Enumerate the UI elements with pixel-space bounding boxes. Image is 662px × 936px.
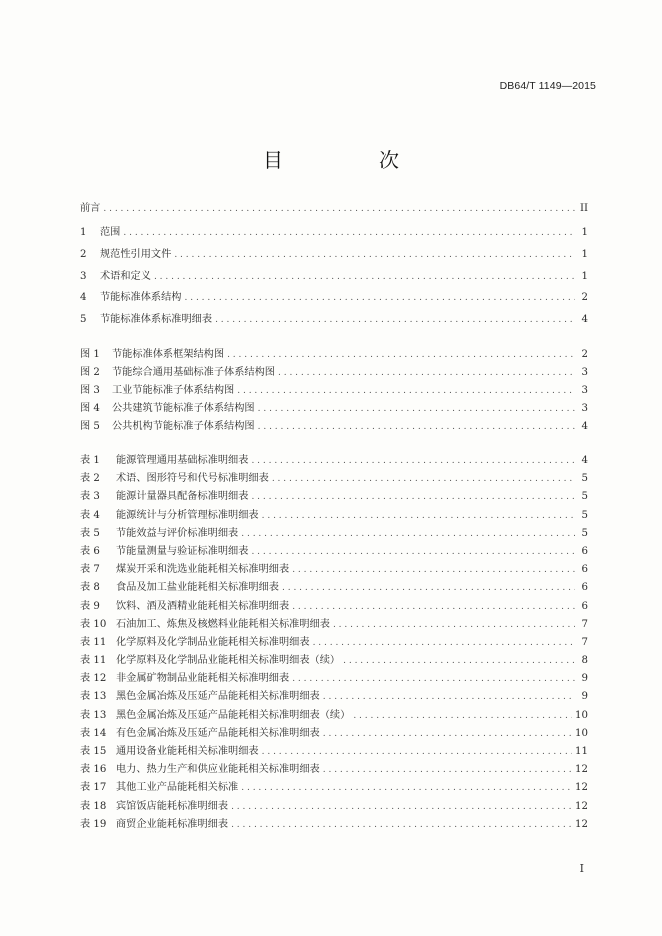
toc-entry-table[interactable] (80, 779, 588, 797)
toc-leader-dots (353, 707, 572, 725)
toc-entry-page: 11 (575, 746, 588, 757)
toc-entry-number: 表 2 (80, 473, 100, 485)
toc-entry-table[interactable] (80, 816, 588, 834)
toc-entry-page: 4 (581, 421, 588, 432)
toc-entry-table[interactable] (80, 598, 588, 616)
toc-entry-page: 1 (581, 248, 588, 260)
toc-entry-page: 5 (581, 491, 588, 503)
toc-entry-page: 4 (581, 314, 588, 326)
page-title: 目 次 (263, 148, 437, 172)
toc-entry-number: 图 2 (80, 367, 100, 378)
toc-tables (80, 452, 588, 834)
toc-entry-page: 12 (575, 782, 588, 794)
toc-entry-label: 煤炭开采和洗选业能耗相关标准明细表 (116, 564, 290, 576)
toc-entry-number: 表 14 (80, 727, 107, 739)
toc-entry-page: 12 (575, 818, 588, 830)
toc-leader-dots (313, 634, 575, 652)
toc-entry-table[interactable] (80, 470, 588, 488)
toc-entry-table[interactable] (80, 634, 588, 652)
toc-clauses (80, 222, 588, 331)
toc-entry-number: 表 19 (80, 818, 107, 830)
toc-entry-label: 公共机构节能标准子体系结构图 (112, 421, 255, 432)
toc-leader-dots (241, 779, 572, 797)
toc-entry-page: 10 (575, 727, 588, 739)
toc-entry-label: 节能综合通用基础标准子体系结构图 (112, 367, 275, 378)
toc-entry-page: 12 (575, 800, 588, 812)
toc-entry-number: 表 10 (80, 618, 107, 630)
toc-entry-label: 术语、图形符号和代号标准明细表 (116, 473, 269, 485)
toc-entry-clause[interactable] (80, 287, 588, 309)
toc-front-matter (80, 200, 588, 218)
toc-entry-figure[interactable] (80, 364, 588, 382)
toc-entry-clause[interactable] (80, 244, 588, 266)
toc-leader-dots (251, 543, 575, 561)
toc-entry-label: 化学原料及化学制品业能耗相关标准明细表 (116, 636, 310, 648)
toc-entry-table[interactable] (80, 707, 588, 725)
toc-entry-number: 图 4 (80, 403, 100, 414)
toc-entry-page: 9 (581, 691, 588, 703)
toc-entry-label: 节能效益与评价标准明细表 (116, 527, 239, 539)
toc-entry-number: 图 1 (80, 349, 100, 360)
toc-entry-label: 食品及加工盐业能耗相关标准明细表 (116, 582, 279, 594)
toc-entry-page: 6 (581, 545, 588, 557)
toc-entry-page: 5 (581, 509, 588, 521)
toc-leader-dots (174, 245, 575, 267)
toc-leader-dots (292, 598, 575, 616)
toc-entry-page: 2 (581, 292, 588, 304)
toc-entry-number: 1 (80, 227, 87, 238)
toc-entry-table[interactable] (80, 525, 588, 543)
toc-entry-label: 规范性引用文件 (100, 248, 172, 260)
toc-leader-dots (241, 525, 575, 543)
toc-entry-page: 6 (581, 564, 588, 576)
toc-entry-label: 公共建筑节能标准子体系结构图 (112, 403, 255, 414)
toc-entry-table[interactable] (80, 652, 588, 670)
toc-leader-dots (154, 267, 575, 289)
toc-entry-number: 表 7 (80, 564, 100, 576)
toc-entry-figure[interactable] (80, 382, 588, 400)
toc-entry-table[interactable] (80, 452, 588, 470)
toc-entry-label: 饮料、酒及酒精业能耗相关标准明细表 (116, 600, 290, 612)
toc-entry-page: 12 (575, 764, 588, 776)
toc-entry-table[interactable] (80, 688, 588, 706)
toc-entry-page: 10 (575, 709, 588, 721)
toc-entry-label: 节能量测量与验证标准明细表 (116, 545, 249, 557)
toc-entry-label: 其他工业产品能耗相关标准 (116, 782, 239, 794)
toc-entry-label: 电力、热力生产和供应业能耗相关标准明细表 (116, 764, 320, 776)
toc-entry-foreword[interactable] (80, 200, 588, 218)
toc-entry-number: 2 (80, 248, 87, 260)
toc-entry-page: 8 (581, 655, 588, 667)
toc-entry-number: 5 (80, 314, 87, 326)
toc-entry-page: 4 (581, 455, 588, 466)
toc-entry-label: 石油加工、炼焦及核燃料业能耗相关标准明细表 (116, 618, 330, 630)
toc-entry-clause[interactable] (80, 222, 588, 244)
toc-entry-number: 图 3 (80, 385, 100, 396)
toc-entry-number: 表 15 (80, 746, 107, 757)
toc-leader-dots (292, 670, 575, 688)
toc-leader-dots (237, 382, 575, 400)
toc-entry-label: 化学原料及化学制品业能耗相关标准明细表（续） (116, 655, 341, 667)
toc-entry-number: 表 13 (80, 691, 107, 703)
toc-entry-table[interactable] (80, 616, 588, 634)
toc-entry-page: 7 (581, 636, 588, 648)
toc-figures (80, 346, 588, 436)
toc-entry-label: 黑色金属冶炼及压延产品能耗相关标准明细表 (116, 691, 320, 703)
toc-entry-label: 宾馆饭店能耗标准明细表 (116, 800, 229, 812)
toc-entry-page: 9 (581, 673, 588, 685)
toc-entry-page: 5 (581, 527, 588, 539)
toc-entry-table[interactable] (80, 725, 588, 743)
toc-leader-dots (103, 200, 575, 218)
toc-entry-label: 通用设备业能耗相关标准明细表 (116, 746, 259, 757)
toc-entry-label: 范围 (100, 227, 121, 238)
toc-entry-page: 3 (581, 403, 588, 414)
toc-entry-label: 能源计量器具配备标准明细表 (116, 491, 249, 503)
toc-entry-number: 表 17 (80, 782, 107, 794)
toc-entry-figure[interactable] (80, 418, 588, 436)
toc-entry-number: 表 18 (80, 800, 107, 812)
toc-entry-number: 表 3 (80, 491, 100, 503)
toc-entry-number: 表 9 (80, 600, 100, 612)
toc-leader-dots (123, 223, 575, 245)
toc-entry-table[interactable] (80, 761, 588, 779)
toc-leader-dots (278, 364, 575, 382)
standard-code: DB64/T 1149—2015 (499, 80, 596, 92)
toc-entry-label: 工业节能标准子体系结构图 (112, 385, 235, 396)
toc-entry-label: 有色金属冶炼及压延产品能耗相关标准明细表 (116, 727, 320, 739)
toc-leader-dots (272, 470, 575, 488)
toc-leader-dots (251, 488, 575, 506)
toc-entry-table[interactable] (80, 798, 588, 816)
toc-leader-dots (215, 310, 575, 332)
toc-entry-page: 3 (581, 385, 588, 396)
toc-leader-dots (333, 616, 575, 634)
toc-leader-dots (258, 400, 575, 418)
toc-entry-page: II (579, 203, 588, 214)
page-folio: I (579, 862, 584, 875)
toc-leader-dots (282, 579, 575, 597)
toc-entry-label: 节能标准体系框架结构图 (112, 349, 225, 360)
toc-entry-page: 6 (581, 582, 588, 594)
toc-entry-label: 能源管理通用基础标准明细表 (116, 455, 249, 466)
toc-entry-number: 图 5 (80, 421, 100, 432)
toc-leader-dots (343, 652, 575, 670)
toc-entry-number: 表 11 (80, 636, 107, 648)
toc-entry-table[interactable] (80, 488, 588, 506)
toc-entry-page: 3 (581, 367, 588, 378)
toc-leader-dots (262, 743, 572, 761)
toc-entry-figure[interactable] (80, 346, 588, 364)
toc-leader-dots (231, 816, 572, 834)
toc-entry-number: 3 (80, 270, 87, 282)
toc-leader-dots (227, 346, 575, 364)
toc-entry-page: 5 (581, 473, 588, 485)
toc-leader-dots (251, 452, 575, 470)
toc-entry-page: 7 (581, 618, 588, 630)
toc-entry-label: 黑色金属冶炼及压延产品能耗相关标准明细表（续） (116, 709, 351, 721)
toc-entry-number: 表 16 (80, 764, 107, 776)
toc-entry-page: 2 (581, 349, 588, 360)
toc-leader-dots (262, 507, 575, 525)
toc-entry-number: 表 11 (80, 655, 107, 667)
toc-entry-number: 4 (80, 292, 87, 304)
toc-entry-clause[interactable] (80, 266, 588, 288)
toc-entry-page: 1 (581, 227, 588, 238)
toc-entry-table[interactable] (80, 543, 588, 561)
toc-entry-number: 表 12 (80, 673, 107, 685)
toc-entry-label: 非金属矿物制品业能耗相关标准明细表 (116, 673, 290, 685)
toc-leader-dots (323, 688, 575, 706)
toc-entry-label: 术语和定义 (100, 270, 151, 282)
toc-entry-label: 节能标准体系标准明细表 (100, 314, 213, 326)
toc-entry-table[interactable] (80, 670, 588, 688)
toc-entry-figure[interactable] (80, 400, 588, 418)
toc-entry-label: 前言 (80, 203, 101, 214)
toc-entry-table[interactable] (80, 579, 588, 597)
toc-entry-clause[interactable] (80, 309, 588, 331)
toc-leader-dots (292, 561, 575, 579)
toc-entry-page: 6 (581, 600, 588, 612)
toc-entry-number: 表 13 (80, 709, 107, 721)
toc-entry-number: 表 8 (80, 582, 100, 594)
toc-entry-label: 节能标准体系结构 (100, 292, 182, 304)
toc-leader-dots (231, 798, 572, 816)
toc-entry-table[interactable] (80, 561, 588, 579)
toc-leader-dots (323, 725, 572, 743)
toc-entry-page: 1 (581, 270, 588, 282)
toc-leader-dots (323, 761, 572, 779)
toc-entry-table[interactable] (80, 507, 588, 525)
toc-entry-number: 表 5 (80, 527, 100, 539)
toc-entry-table[interactable] (80, 743, 588, 761)
toc-entry-number: 表 1 (80, 455, 100, 466)
toc-leader-dots (185, 288, 576, 310)
toc-entry-number: 表 4 (80, 509, 100, 521)
toc-entry-label: 商贸企业能耗标准明细表 (116, 818, 229, 830)
toc-leader-dots (258, 418, 575, 436)
toc-entry-number: 表 6 (80, 545, 100, 557)
toc-entry-label: 能源统计与分析管理标准明细表 (116, 509, 259, 521)
